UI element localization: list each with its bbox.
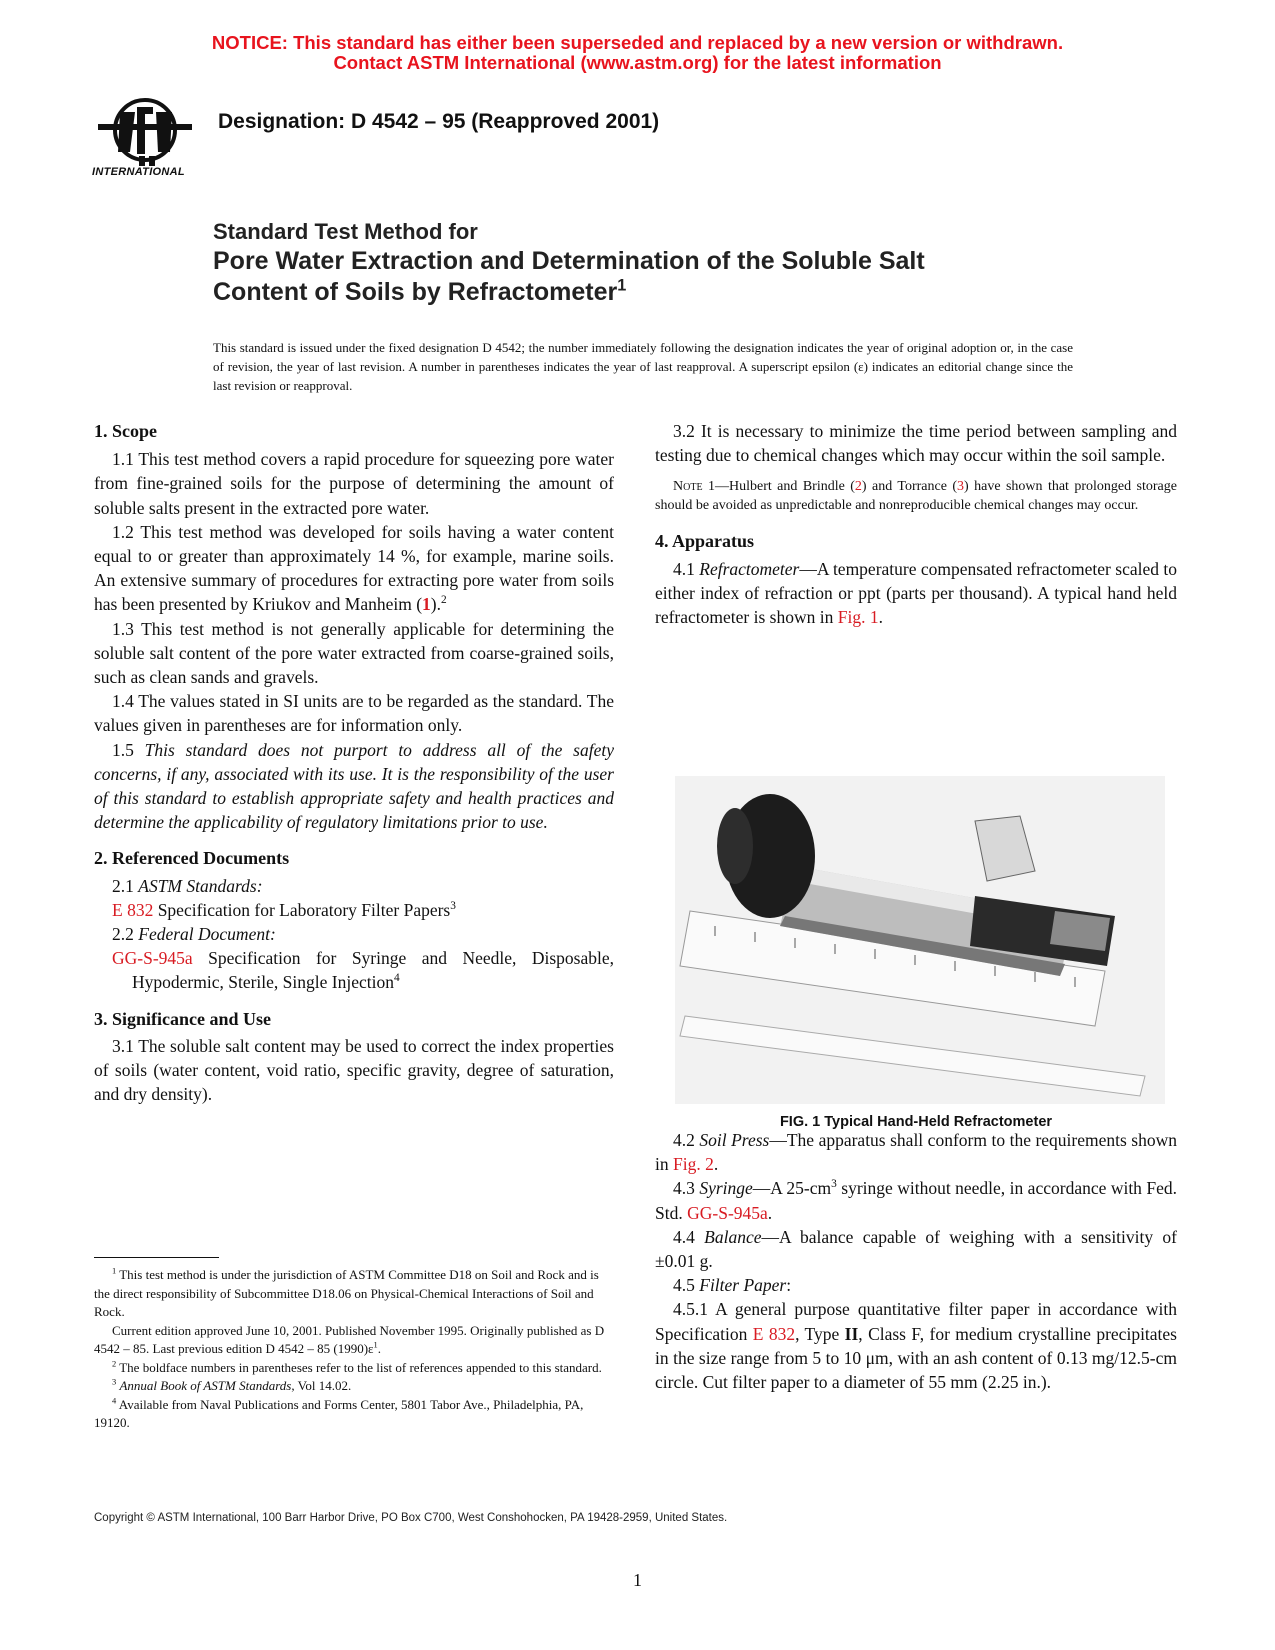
e832-link-2[interactable]: E 832 bbox=[752, 1323, 796, 1344]
para-1-2: 1.2 This test method was developed for soils having a water content equal to or greater than approximately 14 %, for example, marine soils. An extensive summary of procedures for extracting pore water from soils has been presented by Kriukov and Manheim (1).$^2$ bbox=[94, 521, 614, 615]
fig-2-link[interactable]: Fig. 2 bbox=[673, 1154, 714, 1175]
para-4-1: 4.1 Refractometer—A temperature compensated refractometer scaled to either index of refraction or ppt (parts per thousand). A typical hand held refractometer is shown in Fig. 1. bbox=[655, 558, 1177, 628]
notice-line-2: Contact ASTM International (www.astm.org) for the latest information bbox=[333, 52, 942, 73]
astm-logo bbox=[90, 92, 200, 182]
ref-3-link[interactable]: 3 bbox=[957, 479, 965, 495]
para-3-1: 3.1 The soluble salt content may be used to correct the index properties of soils (water content, void ratio, specific gravity, degree of saturation, and dry density). bbox=[94, 1035, 614, 1105]
left-column bbox=[94, 419, 614, 1106]
title-line-3: Content of Soils by Refractometer$^1$ bbox=[213, 276, 627, 306]
para-1-3: 1.3 This test method is not generally applicable for determining the soluble salt content of the pore water extracted from coarse-grained soils, such as clean sands and gravels. bbox=[94, 618, 614, 688]
issuance-note: This standard is issued under the fixed designation D 4542; the number immediately following the designation indicates the year of original adoption or, in the case of revision, the year of last revision. A number in parentheses indicates the year of last reapproval. A superscript epsilon (ε) indicates an editorial change since the last revision or reapproval. bbox=[213, 340, 1073, 393]
ref-1-link[interactable]: 1 bbox=[422, 594, 431, 615]
footnote-1: $^1$ This test method is under the jurisdiction of ASTM Committee D18 on Soil and Rock and is the direct responsibility of Subcommittee D18.06 on Physical-Chemical Interactions of Soil and Rock. bbox=[94, 1265, 599, 1319]
footnotes bbox=[94, 1266, 614, 1433]
title-line-2: Pore Water Extraction and Determination of the Soluble Salt bbox=[213, 247, 925, 275]
para-3-2: 3.2 It is necessary to minimize the time period between sampling and testing due to chemical changes which may occur within the soil sample. bbox=[655, 421, 1177, 466]
footnote-4: $^4$ Available from Naval Publications and Forms Center, 5801 Tabor Ave., Philadelphia, PA, 19120. bbox=[94, 1395, 584, 1430]
e832-link[interactable]: E 832 bbox=[112, 899, 154, 920]
para-2-2: 2.2 Federal Document: bbox=[112, 924, 276, 945]
copyright-line: Copyright © ASTM International, 100 Barr Harbor Drive, PO Box C700, West Conshohocken, PA 19428-2959, United States. bbox=[94, 1512, 728, 1524]
right-column-top bbox=[655, 419, 1177, 629]
title-line-1: Standard Test Method for bbox=[213, 219, 478, 244]
note-1: Note 1—Hulbert and Brindle (2) and Torrance (3) have shown that prolonged storage should be avoided as unpredictable and nonreproducible chemical changes may occur. bbox=[655, 479, 1177, 514]
notice-line-1: NOTICE: This standard has either been superseded and replaced by a new version or withdrawn. bbox=[211, 32, 1064, 53]
para-4-4: 4.4 Balance—A balance capable of weighing with a sensitivity of ±0.01 g. bbox=[655, 1226, 1177, 1272]
gg-s-945a-link[interactable]: GG-S-945a bbox=[112, 948, 193, 969]
designation: Designation: D 4542 – 95 (Reapproved 2001) bbox=[218, 110, 660, 133]
ref-e832: E 832 Specification for Laboratory Filter Papers$^3$ bbox=[112, 899, 456, 920]
para-4-2: 4.2 Soil Press—The apparatus shall conform to the requirements shown in Fig. 2. bbox=[655, 1130, 1178, 1175]
right-column-bottom bbox=[655, 1128, 1177, 1394]
fig-1-link[interactable]: Fig. 1 bbox=[837, 607, 879, 628]
para-2-1: 2.1 ASTM Standards: bbox=[112, 875, 263, 896]
refractometer-photo bbox=[675, 776, 1165, 1104]
section-1-heading: 1. Scope bbox=[94, 421, 157, 441]
section-2-heading: 2. Referenced Documents bbox=[94, 848, 290, 869]
footnote-divider bbox=[94, 1257, 219, 1258]
para-4-5-1: 4.5.1 A general purpose quantitative filter paper in accordance with Specification E 832, Type II, Class F, for medium crystalline precipitates in the size range from 5 to 10 μm, with an ash content of 0.13 mg/12.5-cm circle. Cut filter paper to a diameter of 55 mm (2.25 in.). bbox=[655, 1299, 1177, 1393]
para-1-1: 1.1 This test method covers a rapid procedure for squeezing pore water from fine-grained soils for the purpose of determining the amount of soluble salts present in the extracted pore water. bbox=[94, 449, 614, 518]
ref-gg-s-945a: GG-S-945a Specification for Syringe and Needle, Disposable, Hypodermic, Sterile, Single Injection$^4$ bbox=[112, 948, 614, 993]
figure-1-caption: FIG. 1 Typical Hand-Held Refractometer bbox=[779, 1114, 1053, 1130]
footnote-2: $^2$ The boldface numbers in parentheses refer to the list of references appended to this standard. bbox=[112, 1358, 602, 1375]
refractometer-illustration bbox=[675, 776, 1165, 1104]
page-number: 1 bbox=[633, 1570, 642, 1590]
footnote-3: $^3$ Annual Book of ASTM Standards, Vol 14.02. bbox=[112, 1376, 352, 1393]
para-4-5: 4.5 Filter Paper: bbox=[673, 1275, 792, 1296]
section-4-heading: 4. Apparatus bbox=[655, 531, 755, 552]
withdrawal-notice bbox=[0, 33, 1275, 73]
logo-text: INTERNATIONAL bbox=[92, 166, 185, 178]
gg-s-945a-link-2[interactable]: GG-S-945a bbox=[687, 1202, 768, 1223]
ref-2-link[interactable]: 2 bbox=[854, 479, 862, 495]
para-1-5: 1.5 This standard does not purport to address all of the safety concerns, if any, associated with its use. It is the responsibility of the user of this standard to establish appropriate safety and health practices and determine the applicability of regulatory limitations prior to use. bbox=[94, 739, 614, 833]
para-4-3: 4.3 Syringe—A $25-cm^3$ syringe without needle, in accordance with Fed. Std. GG-S-945a. bbox=[655, 1178, 1177, 1223]
section-3-heading: 3. Significance and Use bbox=[94, 1008, 272, 1029]
document-title bbox=[213, 218, 1113, 308]
para-1-4: 1.4 The values stated in SI units are to be regarded as the standard. The values given in parentheses are for information only. bbox=[94, 691, 614, 736]
footnote-1b: Current edition approved June 10, 2001. Published November 1995. Originally published as D 4542 – 85. Last previous edition D 4542 – 85 $(1990)\varepsilon^1$. bbox=[94, 1322, 605, 1356]
